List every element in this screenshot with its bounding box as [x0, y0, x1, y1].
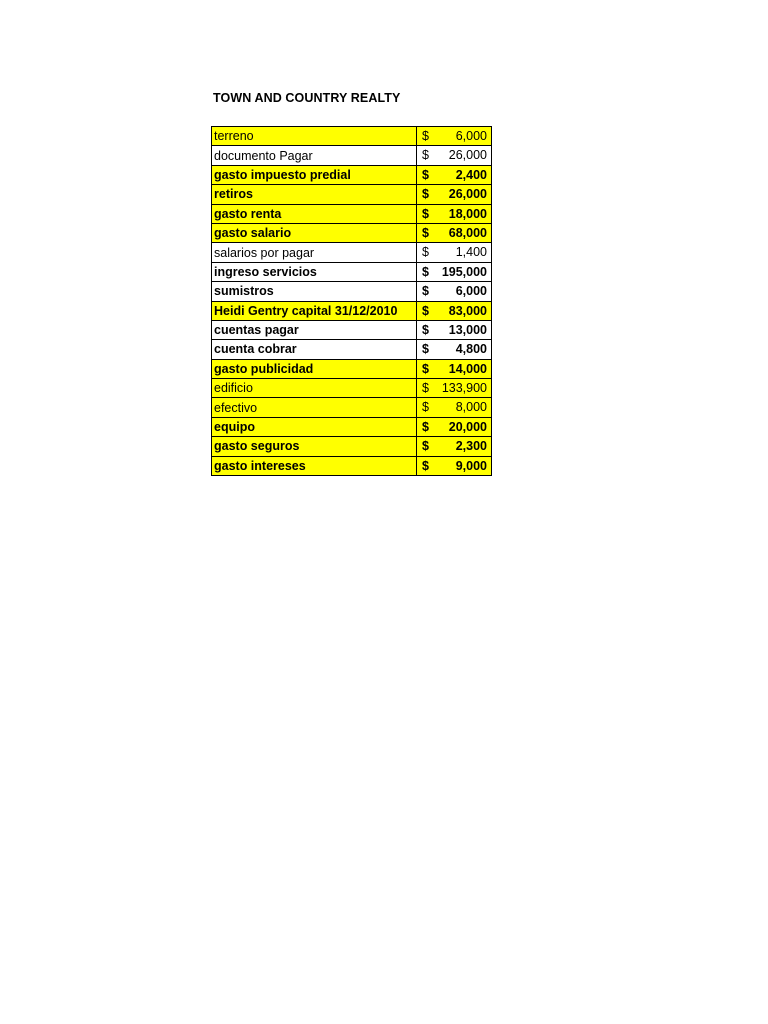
- currency-symbol: $: [422, 419, 429, 434]
- amount-cell: [417, 223, 492, 242]
- amount-value: 1,400: [455, 245, 487, 260]
- table-row: [212, 437, 492, 456]
- table-row: [212, 243, 492, 262]
- account-name-cell: gasto seguros: [212, 437, 417, 456]
- amount-value: 9,000: [455, 458, 487, 473]
- table-row: [212, 340, 492, 359]
- account-name-cell: Heidi Gentry capital 31/12/2010: [212, 301, 417, 320]
- amount-value: 20,000: [448, 419, 487, 434]
- amount-cell: [417, 127, 492, 146]
- amount-value: 6,000: [455, 284, 487, 299]
- table-row: [212, 146, 492, 165]
- amount-cell: [417, 243, 492, 262]
- table-row: [212, 223, 492, 242]
- amount-value: 13,000: [448, 322, 487, 337]
- amount-cell: [417, 456, 492, 475]
- accounts-table-body: [212, 127, 492, 476]
- amount-cell: [417, 146, 492, 165]
- accounts-table: [211, 126, 492, 476]
- currency-symbol: $: [422, 361, 429, 376]
- currency-symbol: $: [422, 225, 429, 240]
- currency-symbol: $: [422, 439, 429, 454]
- amount-value: 26,000: [448, 148, 487, 163]
- account-name-cell: gasto intereses: [212, 456, 417, 475]
- account-name-cell: efectivo: [212, 398, 417, 417]
- amount-value: 2,300: [455, 439, 487, 454]
- table-row: [212, 359, 492, 378]
- currency-symbol: $: [422, 206, 429, 221]
- amount-cell: [417, 204, 492, 223]
- amount-cell: [417, 301, 492, 320]
- table-row: [212, 204, 492, 223]
- amount-value: 14,000: [448, 361, 487, 376]
- currency-symbol: $: [422, 129, 429, 143]
- table-row: [212, 165, 492, 184]
- amount-value: 4,800: [455, 342, 487, 357]
- currency-symbol: $: [422, 400, 429, 415]
- table-row: [212, 320, 492, 339]
- currency-symbol: $: [422, 381, 429, 396]
- account-name-cell: documento Pagar: [212, 146, 417, 165]
- currency-symbol: $: [422, 342, 429, 357]
- account-name-cell: gasto salario: [212, 223, 417, 242]
- currency-symbol: $: [422, 322, 429, 337]
- amount-cell: [417, 165, 492, 184]
- currency-symbol: $: [422, 264, 429, 279]
- currency-symbol: $: [422, 284, 429, 299]
- amount-value: 195,000: [441, 264, 487, 279]
- account-name-cell: gasto renta: [212, 204, 417, 223]
- table-row: [212, 185, 492, 204]
- account-name-cell: edificio: [212, 379, 417, 398]
- amount-cell: [417, 398, 492, 417]
- table-row: [212, 417, 492, 436]
- account-name-cell: cuenta cobrar: [212, 340, 417, 359]
- account-name-cell: gasto publicidad: [212, 359, 417, 378]
- currency-symbol: $: [422, 187, 429, 202]
- account-name-cell: salarios por pagar: [212, 243, 417, 262]
- account-name-cell: terreno: [212, 127, 417, 146]
- amount-value: 2,400: [455, 167, 487, 182]
- amount-value: 83,000: [448, 303, 487, 318]
- amount-cell: [417, 379, 492, 398]
- amount-cell: [417, 340, 492, 359]
- account-name-cell: cuentas pagar: [212, 320, 417, 339]
- currency-symbol: $: [422, 303, 429, 318]
- amount-cell: [417, 359, 492, 378]
- amount-cell: [417, 437, 492, 456]
- table-row: [212, 456, 492, 475]
- amount-cell: [417, 262, 492, 281]
- currency-symbol: $: [422, 148, 429, 163]
- table-row: [212, 379, 492, 398]
- amount-cell: [417, 282, 492, 301]
- account-name-cell: gasto impuesto predial: [212, 165, 417, 184]
- currency-symbol: $: [422, 245, 429, 260]
- table-row: [212, 398, 492, 417]
- amount-cell: [417, 320, 492, 339]
- amount-value: 6,000: [455, 129, 487, 143]
- account-name-cell: equipo: [212, 417, 417, 436]
- table-row: [212, 127, 492, 146]
- account-name-cell: retiros: [212, 185, 417, 204]
- page-title: TOWN AND COUNTRY REALTY: [213, 91, 401, 105]
- table-row: [212, 262, 492, 281]
- table-row: [212, 301, 492, 320]
- table-row: [212, 282, 492, 301]
- currency-symbol: $: [422, 458, 429, 473]
- amount-cell: [417, 185, 492, 204]
- amount-value: 18,000: [448, 206, 487, 221]
- amount-value: 68,000: [448, 225, 487, 240]
- currency-symbol: $: [422, 167, 429, 182]
- amount-value: 26,000: [448, 187, 487, 202]
- account-name-cell: sumistros: [212, 282, 417, 301]
- amount-value: 8,000: [455, 400, 487, 415]
- amount-value: 133,900: [441, 381, 487, 396]
- amount-cell: [417, 417, 492, 436]
- account-name-cell: ingreso servicios: [212, 262, 417, 281]
